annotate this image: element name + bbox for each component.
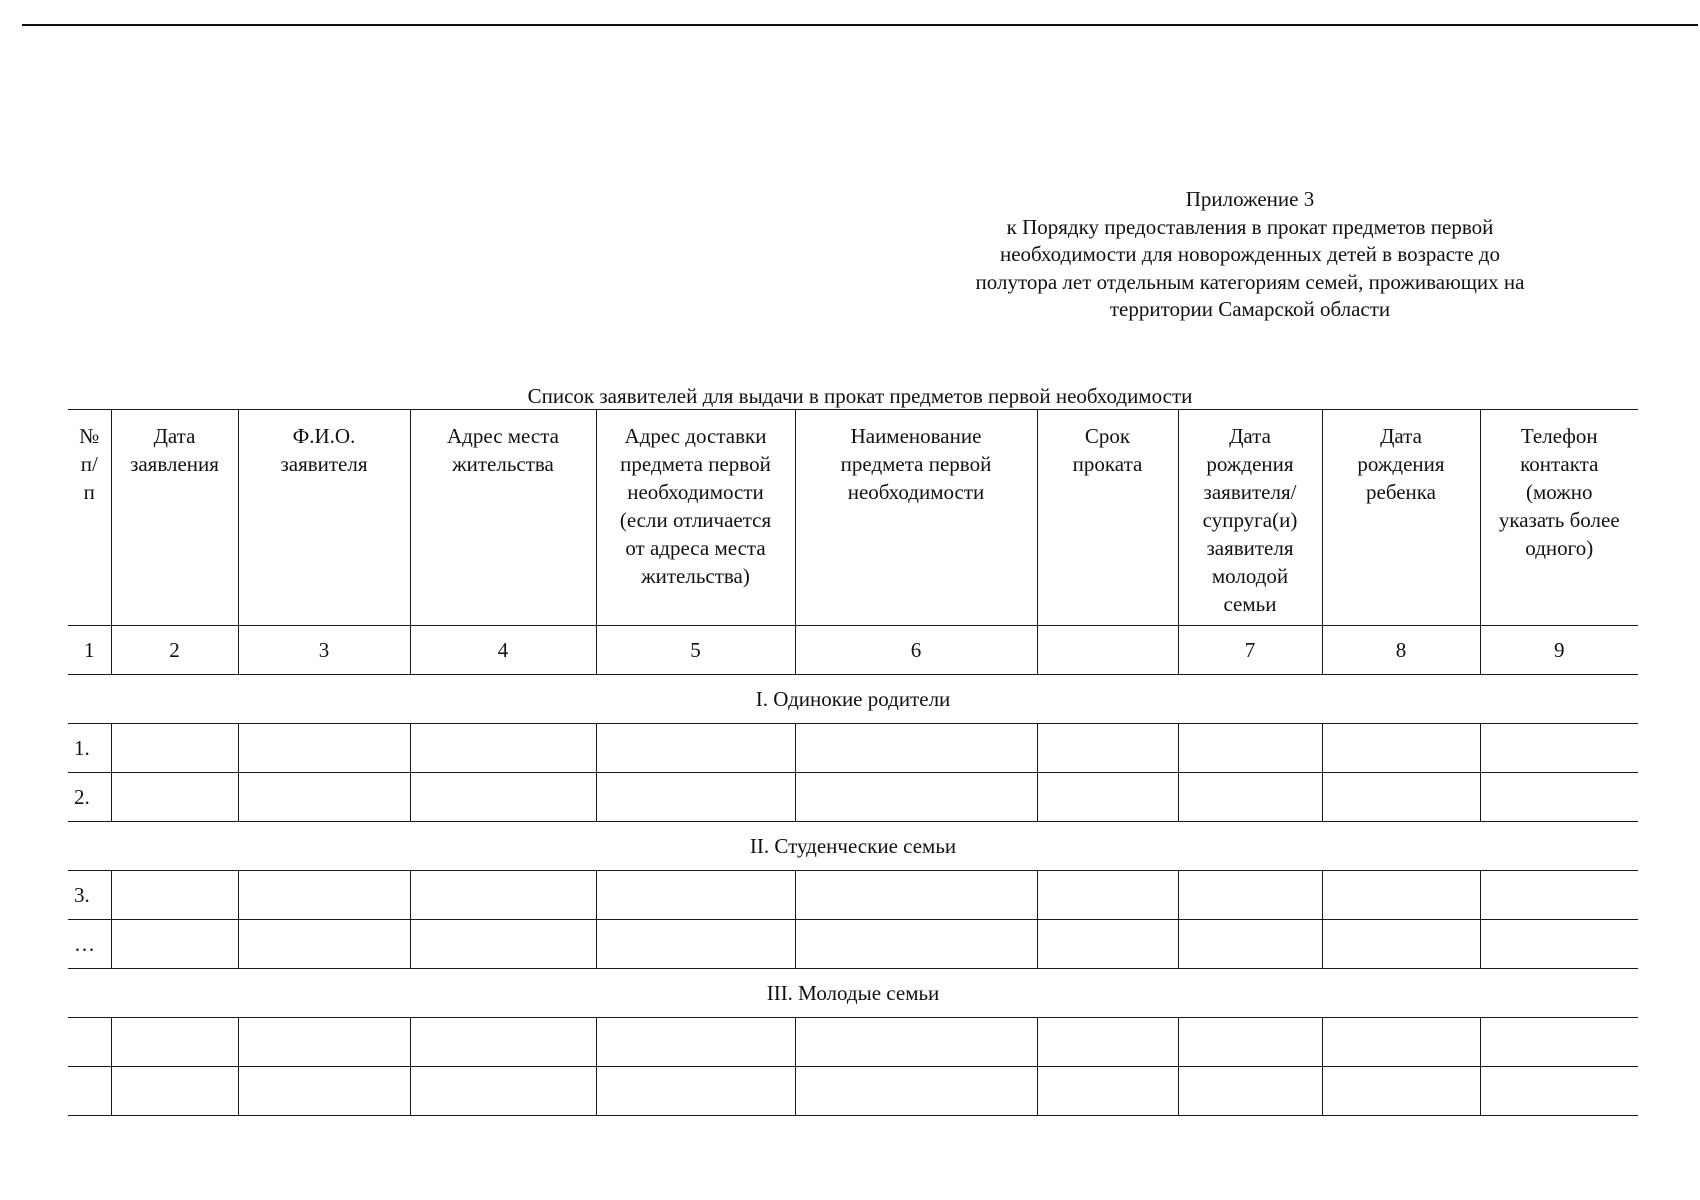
- table-cell: [410, 724, 596, 773]
- header-num: № п/ п: [68, 410, 111, 626]
- table-cell: [111, 1018, 238, 1067]
- table-cell: [795, 1067, 1037, 1116]
- column-number: 4: [410, 626, 596, 675]
- table-cell: [1480, 724, 1638, 773]
- header-phone: Телефон контакта (можно указать более одного): [1480, 410, 1638, 626]
- list-title: Список заявителей для выдачи в прокат предметов первой необходимости: [527, 384, 1193, 408]
- table-cell: [1322, 871, 1480, 920]
- header-applicant-birthdate: Дата рождения заявителя/ супруга(и) заявителя молодой семьи: [1178, 410, 1322, 626]
- column-number: 8: [1322, 626, 1480, 675]
- table-row: [68, 773, 1638, 822]
- table-cell: [410, 871, 596, 920]
- row-number: [68, 1067, 111, 1116]
- appendix-header: [925, 186, 1575, 324]
- table-cell: [1178, 1067, 1322, 1116]
- header-delivery-address: Адрес доставки предмета первой необходимости (если отличается от адреса места жительства): [596, 410, 795, 626]
- row-number: …: [68, 920, 111, 969]
- section-title: II. Студенческие семьи: [68, 822, 1638, 871]
- table-cell: [795, 773, 1037, 822]
- row-number: 3.: [68, 871, 111, 920]
- top-rule: [22, 24, 1698, 26]
- table-cell: [596, 920, 795, 969]
- table-cell: [596, 1067, 795, 1116]
- table-cell: [596, 1018, 795, 1067]
- table-cell: [111, 773, 238, 822]
- table-cell: [795, 920, 1037, 969]
- section-title: III. Молодые семьи: [68, 969, 1638, 1018]
- table-cell: [238, 871, 410, 920]
- table-cell: [238, 773, 410, 822]
- table-row: [68, 1067, 1638, 1116]
- appendix-line: территории Самарской области: [1109, 297, 1391, 321]
- header-address: Адрес места жительства: [410, 410, 596, 626]
- table-cell: [1322, 724, 1480, 773]
- appendix-line: полутора лет отдельным категориям семей, проживающих на: [975, 269, 1525, 294]
- table-cell: [1037, 920, 1178, 969]
- table-cell: [238, 1067, 410, 1116]
- table-cell: [1480, 871, 1638, 920]
- section-heading-row: [68, 675, 1638, 724]
- column-number: 7: [1178, 626, 1322, 675]
- table-cell: [1480, 920, 1638, 969]
- column-number: [1037, 626, 1178, 675]
- table-cell: [795, 1018, 1037, 1067]
- table-cell: [596, 724, 795, 773]
- header-rental-term: Срок проката: [1037, 410, 1178, 626]
- table-cell: [1480, 773, 1638, 822]
- table-cell: [1178, 920, 1322, 969]
- table-row: [68, 920, 1638, 969]
- row-number: 2.: [68, 773, 111, 822]
- table-cell: [1037, 1018, 1178, 1067]
- table-cell: [410, 773, 596, 822]
- table-cell: [1037, 871, 1178, 920]
- table-row: [68, 724, 1638, 773]
- table-cell: [111, 871, 238, 920]
- table-cell: [238, 724, 410, 773]
- header-child-birthdate: Дата рождения ребенка: [1322, 410, 1480, 626]
- row-number: 1.: [68, 724, 111, 773]
- table-cell: [1178, 773, 1322, 822]
- table-cell: [111, 724, 238, 773]
- table-cell: [1178, 1018, 1322, 1067]
- table-cell: [1037, 773, 1178, 822]
- table-cell: [795, 871, 1037, 920]
- table-cell: [1037, 1067, 1178, 1116]
- table-cell: [410, 920, 596, 969]
- table-cell: [1037, 724, 1178, 773]
- table-cell: [1322, 920, 1480, 969]
- column-number: 3: [238, 626, 410, 675]
- column-number: 6: [795, 626, 1037, 675]
- table-cell: [410, 1067, 596, 1116]
- table-cell: [1178, 724, 1322, 773]
- table-cell: [238, 920, 410, 969]
- column-number: 2: [111, 626, 238, 675]
- column-numbers-row: [68, 626, 1638, 675]
- header-row: [68, 410, 1638, 626]
- header-date: Дата заявления: [111, 410, 238, 626]
- table-cell: [596, 773, 795, 822]
- appendix-line: Приложение 3: [1185, 187, 1315, 211]
- table-cell: [1322, 1067, 1480, 1116]
- table-cell: [1322, 773, 1480, 822]
- table-cell: [410, 1018, 596, 1067]
- table-row: [68, 871, 1638, 920]
- appendix-line: необходимости для новорожденных детей в возрасте до: [1000, 242, 1500, 266]
- table-cell: [1480, 1067, 1638, 1116]
- column-number: 1: [68, 626, 111, 675]
- table-cell: [1480, 1018, 1638, 1067]
- section-heading-row: [68, 822, 1638, 871]
- applicants-table: [68, 409, 1638, 1116]
- section-heading-row: [68, 969, 1638, 1018]
- table-cell: [596, 871, 795, 920]
- section-title: I. Одинокие родители: [68, 675, 1638, 724]
- table-cell: [1178, 871, 1322, 920]
- column-number: 5: [596, 626, 795, 675]
- header-item-name: Наименование предмета первой необходимости: [795, 410, 1037, 626]
- row-number: [68, 1018, 111, 1067]
- appendix-line: к Порядку предоставления в прокат предметов первой: [1006, 214, 1494, 239]
- table-cell: [795, 724, 1037, 773]
- table-cell: [1322, 1018, 1480, 1067]
- table-cell: [111, 920, 238, 969]
- table-cell: [238, 1018, 410, 1067]
- table-row: [68, 1018, 1638, 1067]
- column-number: 9: [1480, 626, 1638, 675]
- header-name: Ф.И.О. заявителя: [238, 410, 410, 626]
- table-cell: [111, 1067, 238, 1116]
